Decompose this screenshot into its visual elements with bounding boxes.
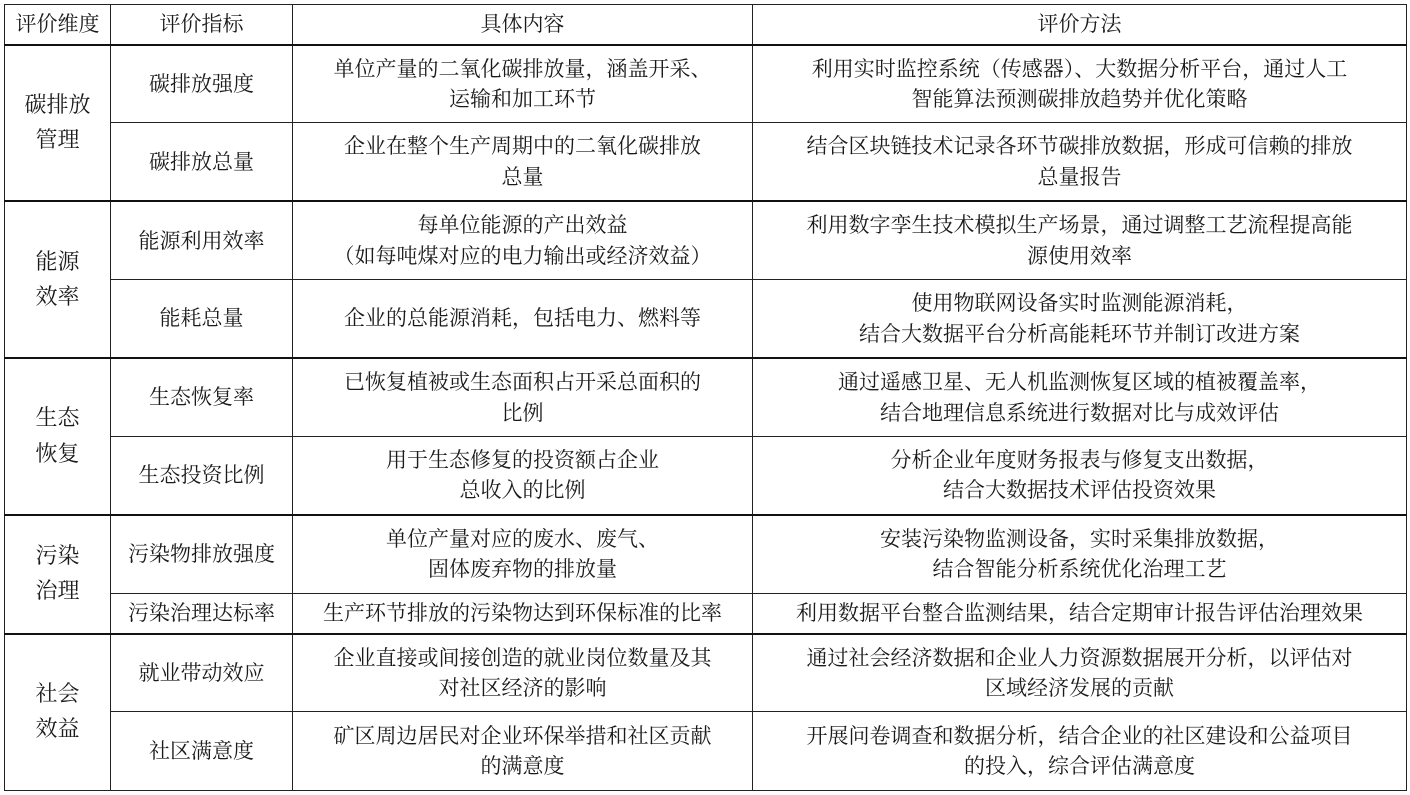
method-line: 安装污染物监测设备，实时采集排放数据， xyxy=(880,526,1279,551)
dimension-line: 污染 xyxy=(35,544,80,570)
indicator-cell: 生态投资比例 xyxy=(111,437,293,515)
content-line: 企业的总能源消耗，包括电力、燃料等 xyxy=(344,306,701,331)
dimension-line: 效益 xyxy=(35,717,80,743)
indicator-cell: 社区满意度 xyxy=(111,712,293,791)
table-row xyxy=(5,201,1407,279)
content-line: 总量 xyxy=(501,164,544,189)
method-line: 使用物联网设备实时监测能源消耗， xyxy=(911,291,1248,316)
content-line: 矿区周边居民对企业环保举措和社区贡献 xyxy=(333,723,712,748)
content-line: 每单位能源的产出效益 xyxy=(417,213,628,238)
content-cell xyxy=(293,437,753,515)
content-cell xyxy=(293,201,753,279)
content-cell xyxy=(293,712,753,791)
dimension-cell xyxy=(5,201,111,358)
indicator-cell: 碳排放总量 xyxy=(111,123,293,201)
content-line: 企业在整个生产周期中的二氧化碳排放 xyxy=(344,134,701,159)
method-line: 总量报告 xyxy=(1037,164,1122,189)
content-line: 运输和加工环节 xyxy=(449,86,596,111)
method-line: 结合智能分析系统优化治理工艺 xyxy=(932,557,1227,582)
indicator-cell: 能耗总量 xyxy=(111,280,293,358)
method-cell xyxy=(753,45,1407,123)
dimension-cell xyxy=(5,634,111,791)
dimension-line: 生态 xyxy=(35,406,80,432)
content-line: 总收入的比例 xyxy=(459,478,586,503)
content-cell xyxy=(293,45,753,123)
content-line: 单位产量对应的废水、废气、 xyxy=(386,526,659,551)
content-cell xyxy=(293,593,753,633)
table-row xyxy=(5,45,1407,123)
table-row xyxy=(5,280,1407,358)
method-line: 结合大数据技术评估投资效果 xyxy=(943,478,1216,503)
method-line: 结合大数据平台分析高能耗环节并制订改进方案 xyxy=(859,321,1300,346)
method-cell xyxy=(753,201,1407,279)
header-method: 评价方法 xyxy=(753,5,1407,45)
evaluation-table xyxy=(4,4,1407,791)
method-cell xyxy=(753,358,1407,436)
dimension-line: 恢复 xyxy=(35,441,80,467)
indicator-cell: 就业带动效应 xyxy=(111,634,293,712)
header-dimension: 评价维度 xyxy=(5,5,111,45)
dimension-line: 管理 xyxy=(35,127,80,153)
table-row xyxy=(5,634,1407,712)
table-row xyxy=(5,437,1407,515)
method-line: 结合地理信息系统进行数据对比与成效评估 xyxy=(880,400,1279,425)
dimension-cell xyxy=(5,358,111,515)
content-cell xyxy=(293,123,753,201)
method-cell xyxy=(753,437,1407,515)
header-content: 具体内容 xyxy=(293,5,753,45)
method-line: 的投入，综合评估满意度 xyxy=(964,754,1195,779)
method-line: 源使用效率 xyxy=(1027,243,1132,268)
dimension-cell xyxy=(5,515,111,634)
indicator-cell: 生态恢复率 xyxy=(111,358,293,436)
dimension-line: 能源 xyxy=(35,249,80,275)
indicator-cell: 污染治理达标率 xyxy=(111,593,293,633)
method-cell xyxy=(753,515,1407,593)
method-cell xyxy=(753,712,1407,791)
table-body xyxy=(5,45,1407,791)
method-line: 结合区块链技术记录各环节碳排放数据，形成可信赖的排放 xyxy=(806,134,1353,159)
method-cell xyxy=(753,123,1407,201)
dimension-cell xyxy=(5,45,111,202)
content-cell xyxy=(293,280,753,358)
dimension-line: 社会 xyxy=(35,682,80,708)
header-indicator: 评价指标 xyxy=(111,5,293,45)
method-line: 智能算法预测碳排放趋势并优化策略 xyxy=(911,86,1248,111)
method-line: 通过遥感卫星、无人机监测恢复区域的植被覆盖率， xyxy=(838,370,1321,395)
content-line: 对社区经济的影响 xyxy=(438,676,607,700)
content-line: 用于生态修复的投资额占企业 xyxy=(386,448,659,473)
table-row xyxy=(5,712,1407,791)
table-row xyxy=(5,358,1407,436)
dimension-line: 治理 xyxy=(35,579,80,605)
content-line: 固体废弃物的排放量 xyxy=(428,557,617,582)
header-row xyxy=(5,5,1407,45)
content-line: 比例 xyxy=(501,400,544,425)
table-row xyxy=(5,123,1407,201)
method-cell xyxy=(753,280,1407,358)
content-line: （如每吨煤对应的电力输出或经济效益） xyxy=(333,243,712,268)
method-cell xyxy=(753,634,1407,712)
content-line: 单位产量的二氧化碳排放量，涵盖开采、 xyxy=(333,56,712,81)
content-cell xyxy=(293,358,753,436)
content-line: 企业直接或间接创造的就业岗位数量及其 xyxy=(333,645,712,670)
dimension-line: 效率 xyxy=(35,284,80,310)
method-line: 利用数字孪生技术模拟生产场景，通过调整工艺流程提高能 xyxy=(806,213,1353,238)
content-line: 生产环节排放的污染物达到环保标准的比率 xyxy=(323,600,722,625)
method-line: 利用数据平台整合监测结果，结合定期审计报告评估治理效果 xyxy=(796,600,1363,625)
method-line: 区域经济发展的贡献 xyxy=(985,676,1174,700)
method-line: 开展问卷调查和数据分析，结合企业的社区建设和公益项目 xyxy=(806,723,1353,748)
dimension-line: 碳排放 xyxy=(24,92,91,118)
indicator-cell: 碳排放强度 xyxy=(111,45,293,123)
content-line: 的满意度 xyxy=(480,754,565,779)
method-cell xyxy=(753,593,1407,633)
method-line: 利用实时监控系统（传感器）、大数据分析平台，通过人工 xyxy=(811,56,1348,81)
content-line: 已恢复植被或生态面积占开采总面积的 xyxy=(344,370,701,395)
method-line: 通过社会经济数据和企业人力资源数据展开分析，以评估对 xyxy=(806,645,1353,670)
method-line: 分析企业年度财务报表与修复支出数据， xyxy=(890,448,1269,473)
indicator-cell: 能源利用效率 xyxy=(111,201,293,279)
content-cell xyxy=(293,515,753,593)
content-cell xyxy=(293,634,753,712)
table-row xyxy=(5,515,1407,593)
indicator-cell: 污染物排放强度 xyxy=(111,515,293,593)
table-row xyxy=(5,593,1407,633)
